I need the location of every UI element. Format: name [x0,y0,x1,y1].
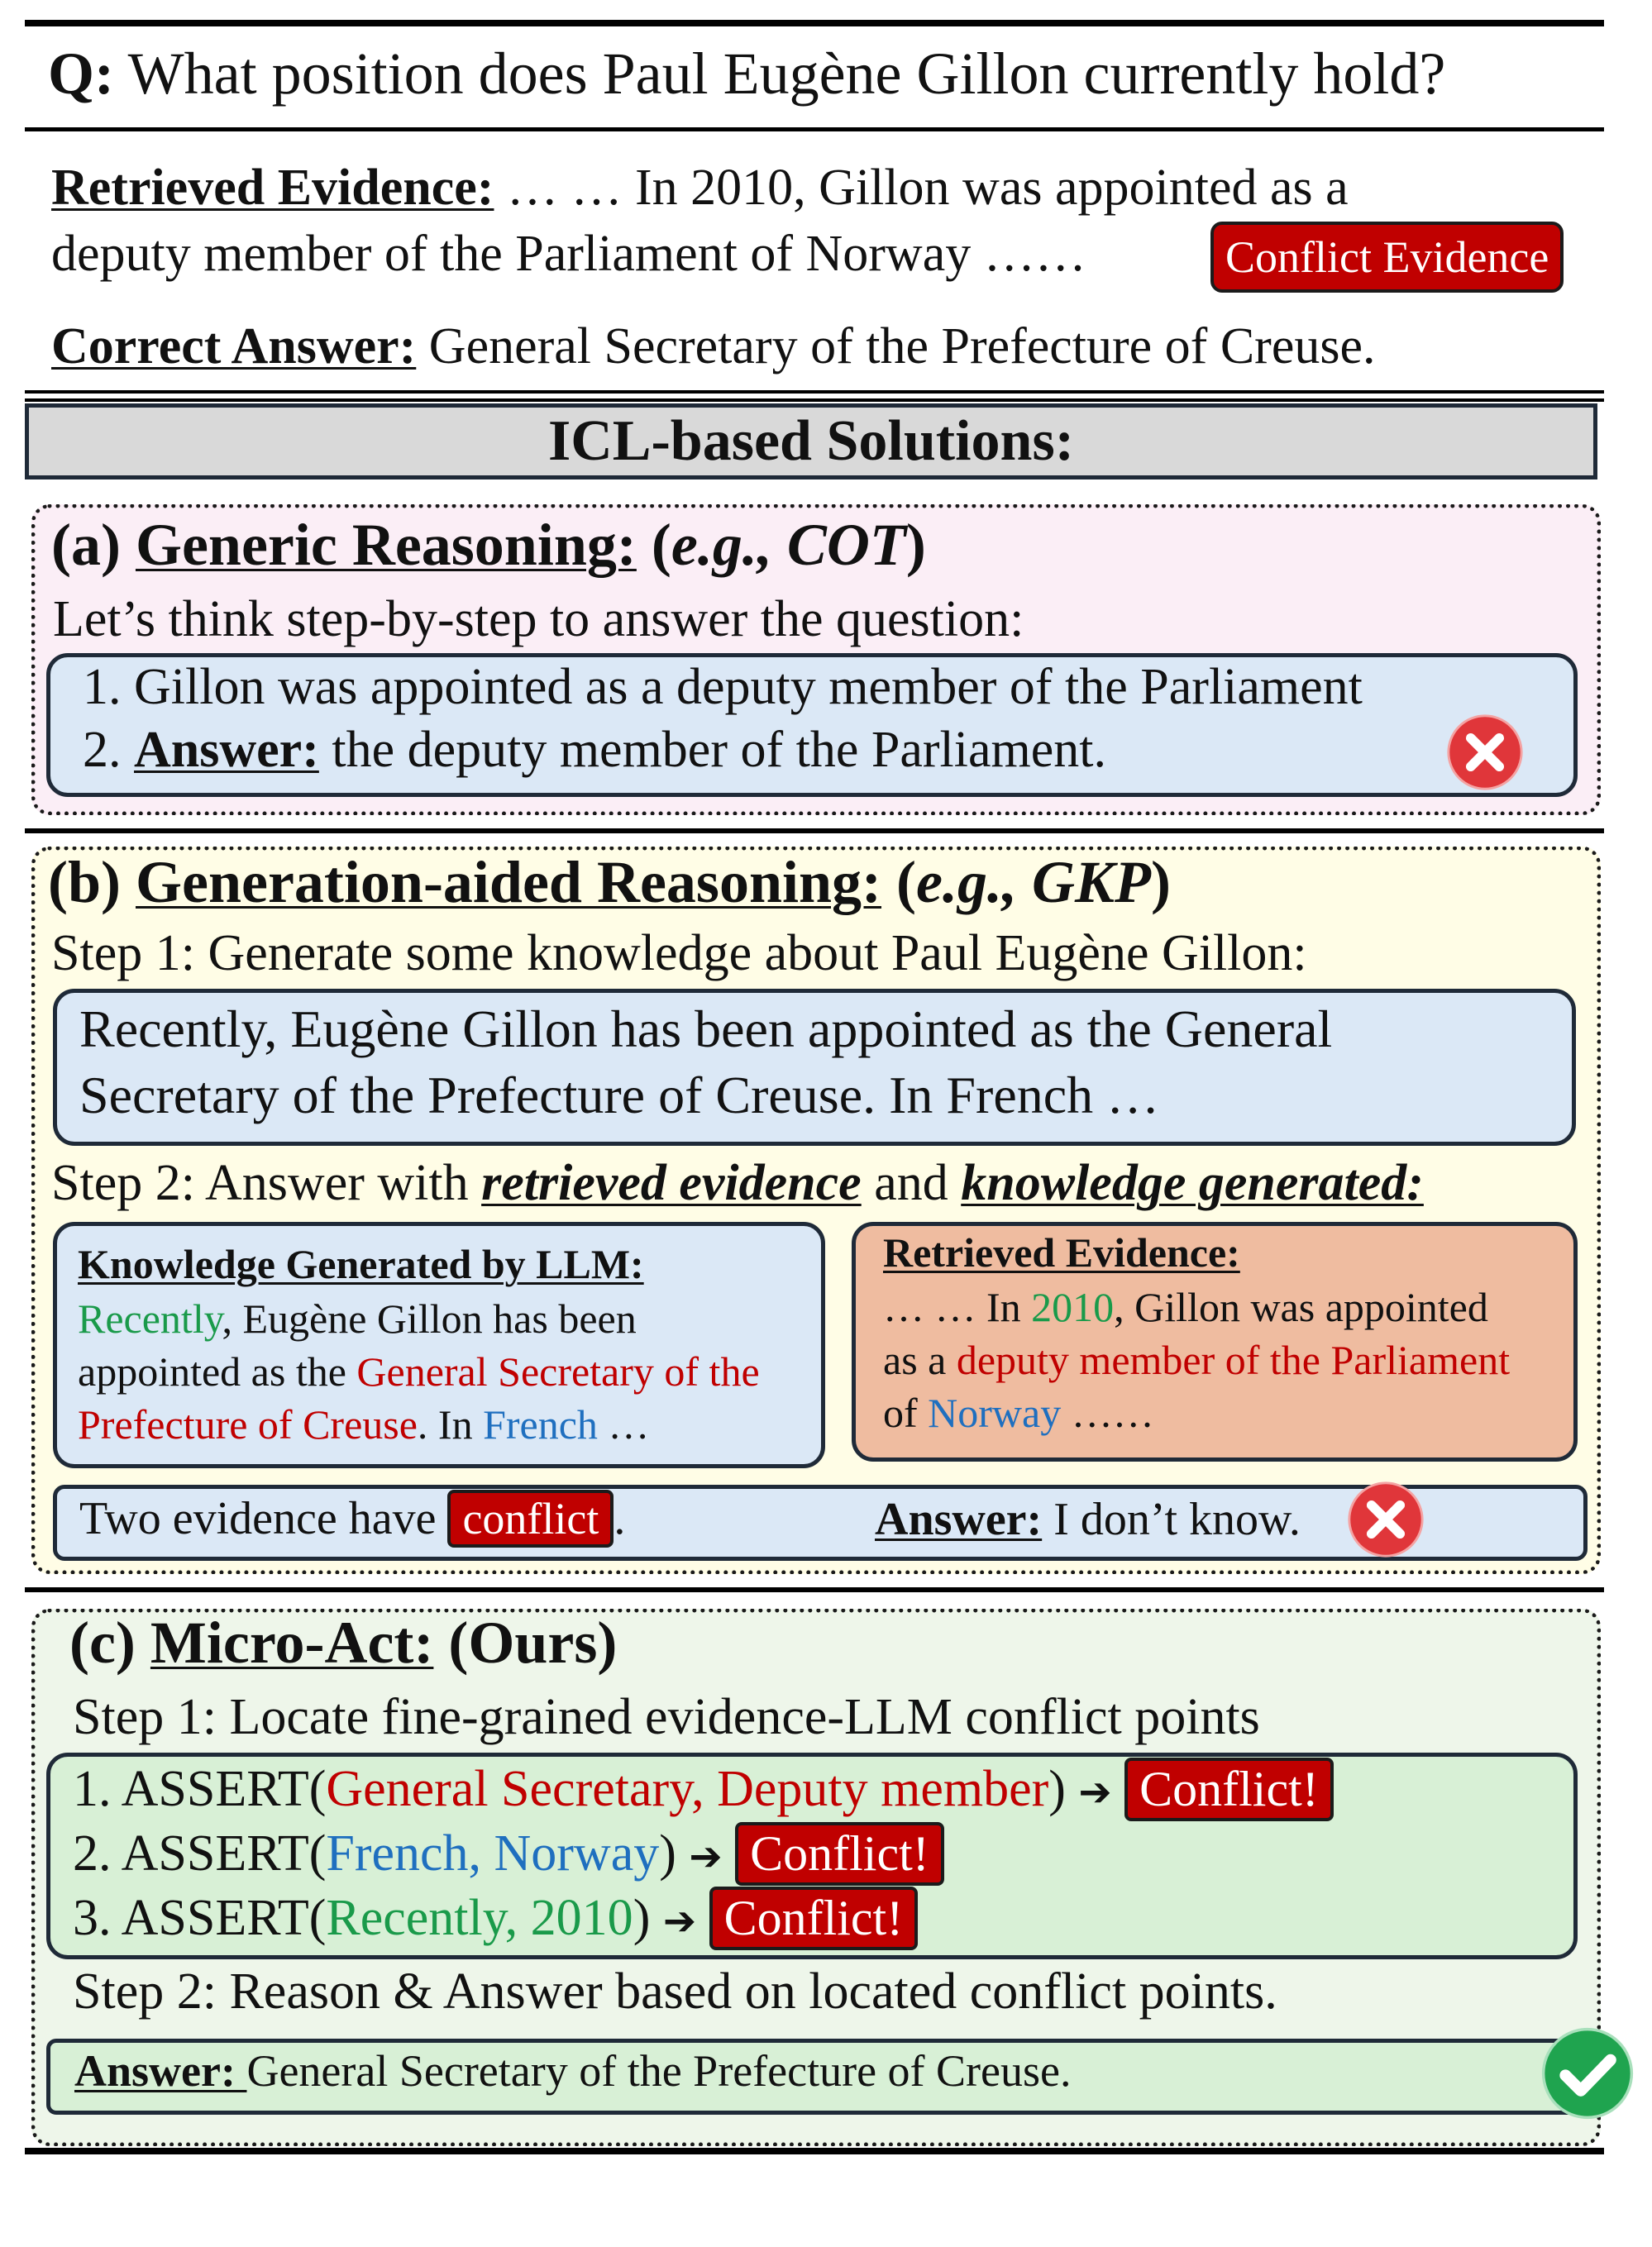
panel-b-result: Two evidence have conflict . [79,1490,625,1548]
question-label: Q: [48,41,114,107]
retrieved-line-2: as a deputy member of the Parliament [883,1337,1511,1383]
evidence-text-1: … … In 2010, Gillon was appointed as a [494,160,1349,216]
arrow-icon: ➔ [1078,1769,1112,1815]
panel-c-step-1: Step 1: Locate fine-grained evidence-LLM conflict points [73,1689,1260,1745]
rule-b-c [25,1587,1604,1592]
double-rule-bottom [25,398,1604,402]
generated-line-2: Secretary of the Prefecture of Creuse. In French … [79,1066,1160,1124]
double-rule-top [25,390,1604,394]
panel-b-title: (b) Generation-aided Reasoning: (e.g., GKP) [48,849,1171,915]
check-circle-icon [1540,2025,1635,2121]
evidence-line-2 [51,225,1086,284]
assert-1: 1. ASSERT(General Secretary, Deputy member) ➔ Conflict! [73,1758,1334,1824]
assert-2: 2. ASSERT(French, Norway) ➔ Conflict! [73,1822,944,1888]
evidence-line-1 [51,159,1349,217]
x-circle-icon [1346,1480,1425,1559]
knowledge-line-3: Prefecture of Creuse. In French … [78,1401,650,1448]
panel-c-title: (c) Micro-Act: (Ours) [69,1610,618,1676]
assert-3: 3. ASSERT(Recently, 2010) ➔ Conflict! [73,1887,918,1953]
generated-line-1: Recently, Eugène Gillon has been appointed as the General [79,999,1333,1058]
panel-b-step-1: Step 1: Generate some knowledge about Paul Eugène Gillon: [51,925,1307,981]
conflict-evidence-badge: Conflict Evidence [1210,222,1564,293]
panel-c-title-text: Micro-Act: [150,1610,434,1676]
arrow-icon: ➔ [662,1898,697,1944]
panel-c-step-2: Step 2: Reason & Answer based on located conflict points. [73,1963,1277,2020]
conflict-badge: Conflict! [735,1822,944,1886]
solutions-header [25,403,1597,479]
conflict-badge: conflict [447,1490,614,1548]
rule-a-b [25,828,1604,833]
retrieved-line-1: … … In 2010, Gillon was appointed [883,1284,1488,1330]
evidence-text-2: deputy member of the Parliament of Norway …… [51,226,1086,282]
question-text: What position does Paul Eugène Gillon currently hold? [113,41,1446,107]
panel-a-title-text: Generic Reasoning: [135,512,637,578]
panel-a-prompt: Let’s think step-by-step to answer the question: [53,591,1024,647]
knowledge-title: Knowledge Generated by LLM: [78,1241,644,1287]
bottom-rule [25,2148,1604,2154]
knowledge-line-1: Recently, Eugène Gillon has been [78,1295,637,1342]
panel-c-answer: Answer: General Secretary of the Prefecture of Creuse. [74,2046,1072,2096]
x-circle-icon [1445,713,1525,792]
panel-b-answer: Answer: I don’t know. [875,1494,1301,1545]
panel-a-title: (a) Generic Reasoning: (e.g., COT) [51,512,926,578]
conflict-badge: Conflict! [709,1887,919,1950]
correct-answer [51,317,1376,376]
panel-b-title-text: Generation-aided Reasoning: [136,849,882,915]
knowledge-line-2: appointed as the General Secretary of the [78,1348,760,1395]
arrow-icon: ➔ [689,1834,723,1880]
question-rule [25,127,1604,131]
retrieved-line-3: of Norway …… [883,1390,1154,1436]
solutions-header-text: ICL-based Solutions: [547,409,1074,473]
correct-answer-text: General Secretary of the Prefecture of Creuse. [416,318,1376,374]
question [48,40,1445,108]
panel-a-step-2: 2. Answer: the deputy member of the Parliament. [83,722,1106,778]
top-rule [25,20,1604,26]
conflict-badge: Conflict! [1124,1758,1334,1821]
panel-b-step-2: Step 2: Answer with retrieved evidence and knowledge generated: [51,1155,1424,1211]
panel-a-step-1: 1. Gillon was appointed as a deputy member of the Parliament [83,659,1363,715]
retrieved-title: Retrieved Evidence: [883,1229,1240,1276]
correct-answer-label: Correct Answer: [51,318,417,374]
evidence-label: Retrieved Evidence: [51,160,494,216]
